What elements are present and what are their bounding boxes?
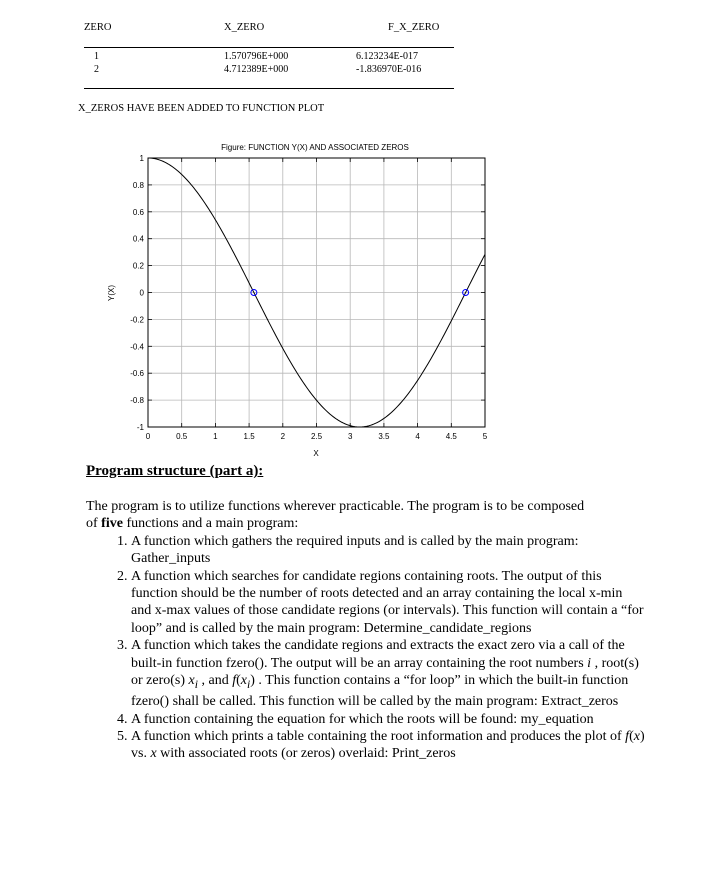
intro-line-2-post: functions and a main program: (122, 516, 299, 532)
section-title: Program structure (part a): (86, 463, 264, 479)
list-item: 4. A function containing the equation for which the roots will be found: my_equation (131, 711, 646, 728)
intro-line-2-pre: of (86, 516, 102, 532)
header-f-x-zero: F_X_ZERO (388, 22, 440, 33)
item3-text-1: A function which takes the candidate regions and extracts the exact zero via a call of the built-in function fzero(). The output will be an array containing the root numbers (131, 638, 625, 671)
y-tick-label: -0.6 (130, 369, 144, 379)
item5-fx: x (633, 729, 640, 745)
item5-f: f (625, 729, 630, 745)
y-tick-label: -1 (136, 423, 144, 432)
y-tick-label: -0.4 (130, 342, 144, 352)
item3-text-2: , root(s) or zero(s) (131, 655, 639, 689)
chart-title: Figure: FUNCTION Y(X) AND ASSOCIATED ZEROS (221, 143, 409, 152)
y-tick-label: 0.8 (132, 180, 144, 190)
item3-fx: x (240, 673, 247, 689)
item3-fx-sub: i (247, 677, 251, 691)
y-tick-label: -0.8 (130, 396, 144, 406)
item5-text-2: vs. (131, 746, 151, 762)
y-tick-label: 0 (139, 288, 144, 298)
function-figure (100, 136, 500, 466)
y-tick-label: 1 (139, 154, 144, 163)
y-tick-label: -0.2 (130, 315, 144, 325)
y-axis-label: Y(X) (107, 285, 116, 301)
row2-x-zero: 4.712389E+000 (224, 64, 289, 75)
function-plot (100, 136, 500, 466)
item5-x: x (150, 746, 157, 762)
x-tick-label: 4.5 (445, 432, 457, 441)
header-x-zero: X_ZERO (224, 22, 265, 33)
list-item (131, 637, 646, 710)
intro-paragraph (86, 498, 646, 533)
list-item: 5. A function which prints a table containing the root information and produces the plot of f(x) vs. x with associated roots (or zeros) overlaid: Print_zeros (131, 728, 646, 763)
item3-i: i (587, 655, 592, 671)
item3-paren: ( (236, 673, 241, 689)
intro-bold-five: five (101, 516, 123, 532)
plot-note: X_ZEROS HAVE BEEN ADDED TO FUNCTION PLOT (78, 103, 325, 114)
row1-x-zero: 1.570796E+000 (224, 51, 289, 62)
x-tick-label: 5 (482, 432, 488, 441)
list-item: 2. A function which searches for candidate regions containing roots. The output of this function should be the number of roots detected and an array containing the local x-min and x-max values of those candidate regions (or intervals). This function will contain a “for loop” and is called by the main program: Determine_candidate_regions (131, 568, 646, 638)
function-list (86, 533, 646, 763)
item5-text-3: with associated roots (or zeros) overlaid: Print_zeros (156, 746, 456, 762)
x-axis-label: X (313, 449, 319, 458)
program-structure-text (86, 498, 646, 763)
x-tick-label: 3.5 (378, 432, 390, 441)
item5-text-1: A function which prints a table containing the root information and produces the plot of (131, 729, 626, 745)
list-item: 1. A function which gathers the required inputs and is called by the main program: Gather_inputs (131, 533, 646, 568)
row1-zero: 1 (94, 51, 99, 62)
item3-x: x (188, 673, 195, 689)
x-tick-label: 2 (280, 432, 286, 441)
item3-x-sub: i (194, 677, 198, 691)
y-tick-label: 0.4 (132, 234, 144, 244)
row2-f-x-zero: -1.836970E-016 (356, 64, 422, 75)
x-tick-label: 3 (347, 432, 353, 441)
row1-f-x-zero: 6.123234E-017 (356, 51, 418, 62)
table-rule-top (84, 47, 454, 48)
item3-f: f (232, 673, 237, 689)
x-tick-label: 4 (415, 432, 420, 441)
header-zero: ZERO (84, 22, 112, 33)
x-tick-label: 2.5 (310, 432, 323, 441)
row2-zero: 2 (94, 64, 99, 75)
intro-line-1: The program is to utilize functions wherever practicable. The program is to be composed (86, 499, 585, 514)
table-rule-bottom (84, 88, 454, 89)
y-tick-label: 0.6 (132, 207, 144, 217)
item3-text-4: ) . This function contains a “for loop” in which the built-in function fzero() shall be called. This function will be called by the main program: Extract_zeros (131, 673, 629, 710)
y-tick-label: 0.2 (132, 261, 144, 271)
x-tick-label: 0 (145, 432, 151, 441)
x-tick-label: 1.5 (243, 432, 255, 441)
item3-text-3: , and (198, 673, 233, 689)
x-tick-label: 0.5 (176, 432, 188, 441)
x-tick-label: 1 (213, 432, 218, 441)
